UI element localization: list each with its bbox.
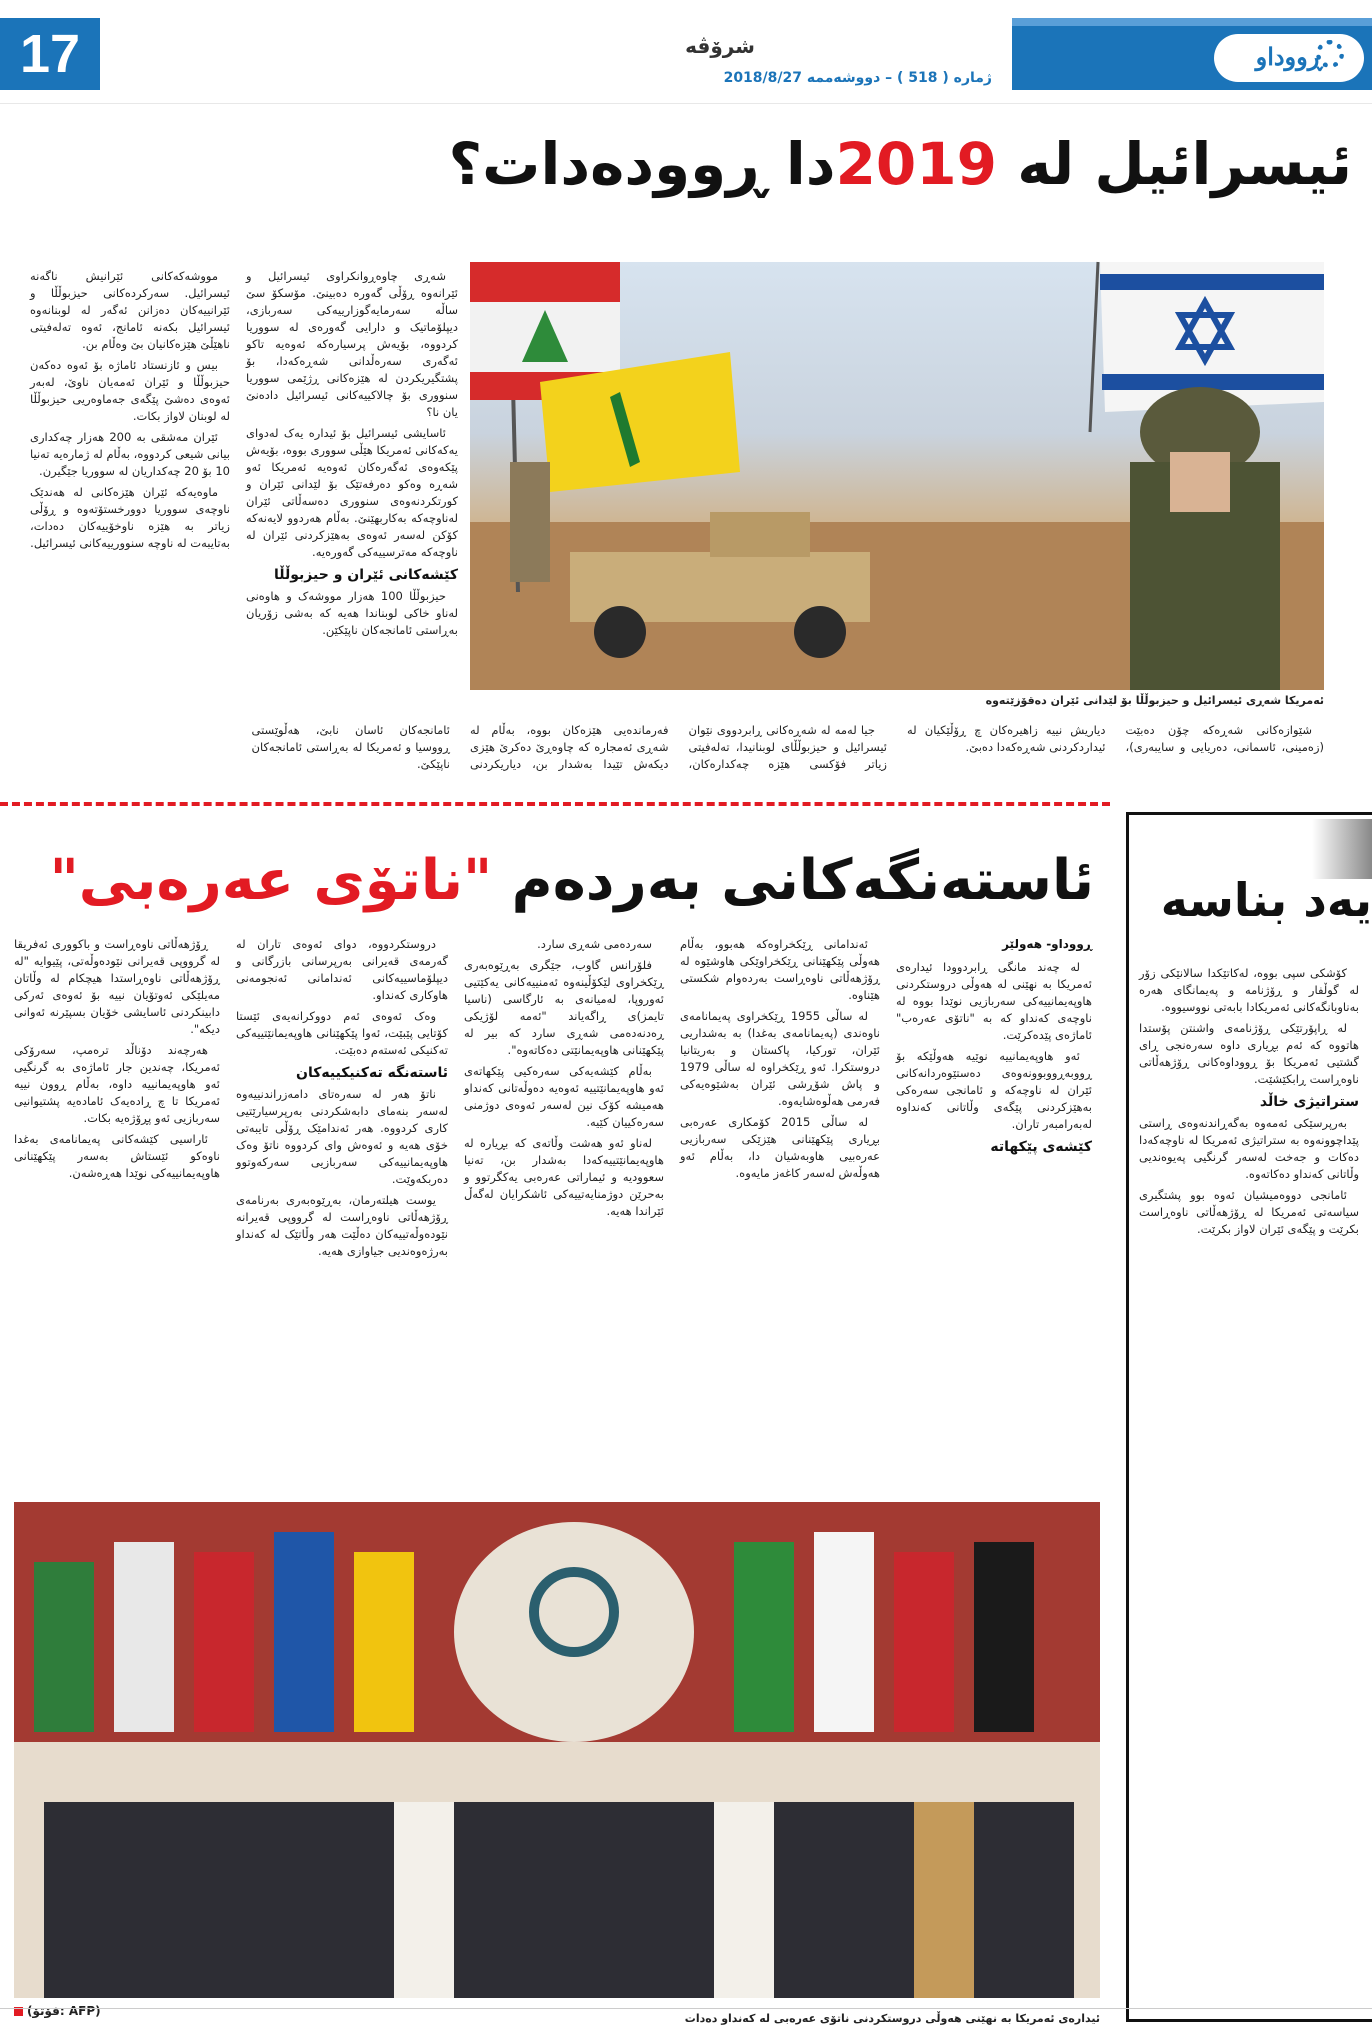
summit-group-illustration bbox=[14, 1502, 1100, 1998]
story1-photo-caption: ئەمریکا شەڕی ئیسرائیل و حیزبوڵڵا بۆ لێدانی ئێران دەقۆزێتەوە bbox=[985, 694, 1324, 707]
story1-subhead: کێشەکانی ئێران و حیزبوڵڵا bbox=[274, 567, 458, 583]
sidebar-subhead: ستراتیژی خاڵد bbox=[1259, 1094, 1359, 1110]
photo-credit-text: (فۆتۆ: AFP) bbox=[27, 2004, 101, 2018]
summit-logo-backdrop bbox=[454, 1522, 694, 1742]
paragraph: ئامانجی دووەمیشیان ئەوە بوو پشتگیری سیاسەتی ئەمریکا لە ڕۆژهەڵاتی ناوەڕاست بکرێت و پێگەی ئێران لاواز بکرێت. bbox=[1139, 1188, 1359, 1236]
story1-photo bbox=[470, 262, 1324, 690]
story2-column-5 bbox=[14, 936, 220, 1496]
flag-white-b bbox=[814, 1532, 874, 1732]
paragraph: سەردەمی شەڕی سارد. bbox=[537, 937, 652, 951]
page-header bbox=[0, 0, 1372, 104]
paragraph: شەڕی چاوەڕوانکراوی ئیسرائیل و ئێرانەوە ڕۆڵی گەورە دەبینێ. مۆسکۆ سێ ساڵە سەرمایەگوزارییەکی سەربازی، دیپلۆماتیک و دارایی گەورەی لە سووریا کردووە، بۆیەش پرسیارەکە ئەوەیە تاکو ئەگەری سەرەڵدانی شەڕەکەدا، بۆ پشتگیریکردن لە هێزەکانی ڕژێمی سووریا سنووری بۆ چالاکییەکانی ئیسرائیل دادەنێ یان نا؟ bbox=[246, 269, 458, 419]
headline-quote: "ناتۆی عەرەبی" bbox=[49, 848, 493, 913]
soldier-left bbox=[510, 462, 550, 582]
paragraph: جیا لەمە لە شەڕەکانی ڕابردووی نێوان ئیسرائیل و حیزبوڵڵای لوبنانیدا، تەلەفیتی زیاتر فۆکسی هێزە چەکدارەکان، فەرماندەیی هێزەکان بووە، بەڵام لە شەڕی ئەمجارە کە چاوەڕێ دەکرێ هێزی دیکەش تێیدا بەشدار بن، دیاریکردنی ئامانجەکان ئاسان نابێ، هەڵوێستی ڕووسیا و ئەمریکا لە بەڕاستی ئامانجەکان ناپێکێ. bbox=[251, 723, 887, 771]
flag-blue bbox=[274, 1532, 334, 1732]
paragraph: فلۆرانس گاوب، جێگری بەڕێوەبەری ڕێکخراوی لێکۆڵینەوە ئەمنییەکانی یەکێتیی ئەوروپا، لەمیانەی بە ئارگاسی (ناسیا تایمز)ی ڕاگەیاند "ئەمە لۆژیکی ڕەدنەدەمی شەڕی سارد کە بیر لە پێکهێنانی هاوپەیمانێتی دەکاتەوە". bbox=[464, 958, 664, 1057]
paragraph: ئێران مەشقی بە 200 هەزار چەکداری بیانی شیعی کردووە، بەڵام لە ژمارەیە تەنیا 10 بۆ 20 چەکداریان لە سووریا جێگیرن. bbox=[30, 430, 230, 478]
story2-column-3 bbox=[464, 936, 664, 1496]
story2-column-1 bbox=[896, 936, 1092, 1496]
sidebar-text bbox=[1139, 965, 1359, 2005]
masthead-accent-bar bbox=[1012, 18, 1372, 26]
paragraph: ناتۆ هەر لە سەرەتای دامەزراندنییەوە لەسەر بنەمای دابەشکردنی بەرپرسیارێتیی کاری کردووە. هەر ئەندامێک ڕۆڵی تایبەتی خۆی هەیە و ئەوەش وای کردووە ناتۆ وەک هاوپەیمانییەکی سەربازیی سەرکەوتوو دەربکەوێت. bbox=[236, 1087, 448, 1186]
sidebar-title: یەد بناسە bbox=[1160, 873, 1372, 927]
story2-column-4 bbox=[236, 936, 448, 1496]
soldiers-and-flags-illustration bbox=[470, 262, 1324, 690]
flag-black bbox=[974, 1542, 1034, 1732]
paragraph: لە ساڵی 2015 کۆمکاری عەرەبی بڕیاری پێکهێنانی هێزێکی سەربازیی عەرەبیی هاوبەشیان دا، بەڵام ئەو هەوڵەش لەسەر کاغەز مایەوە. bbox=[680, 1115, 880, 1180]
paragraph: لەناو ئەو هەشت وڵاتەی کە بڕیارە لە هاوپەیمانێتییەکەدا بەشدار بن، تەنیا سعوودیە و ئیماراتی عەرەبی یەکگرتوو و بەحرێن دوژمنایەتییەکی ئاشکرایان لەگەڵ ئێراندا هەیە. bbox=[464, 1136, 664, 1218]
paragraph: حیزبوڵڵا 100 هەزار مووشەک و هاوەنی لەناو خاکی لوبناندا هەیە کە بەشی زۆریان بەڕاستی ئامانجەکان ناپێکێن. bbox=[246, 589, 458, 637]
story2-photo-caption: ئیدارەی ئەمریکا بە نهێنی هەوڵی دروستکردنی ناتۆی عەرەبی لە کەنداو دەدات bbox=[684, 2012, 1100, 2025]
story2-subhead-2: ئاستەنگە تەکنیکییەکان bbox=[296, 1065, 448, 1081]
israeli-flag-stripe-bottom bbox=[1102, 374, 1324, 390]
flag-white bbox=[114, 1542, 174, 1732]
paragraph: دروستکردووە، دوای ئەوەی تاران لە گەرمەی قەیرانی بەرپرسانی بازرگانی و دیپلۆماسییەکانی ئەندامانی ئەنجومەنی هاوکاری کەنداو. bbox=[236, 937, 448, 1002]
issue-date-line: ژمارە ( 518 ) – دووشەممە 2018/8/27 bbox=[723, 70, 992, 86]
paragraph: یوست هیلتەرمان، بەڕێوەبەری بەرنامەی ڕۆژهەڵاتی ناوەڕاست لە گرووپی قەیرانە نێودەوڵەتییەکان دەڵێت هەر وڵاتێک لە کەنداو بەرژەوەندیی جیاوازی هەیە. bbox=[236, 1193, 448, 1258]
truck-wheel-icon-b bbox=[794, 606, 846, 658]
story1-column-1 bbox=[251, 722, 1324, 782]
paragraph: بیس و ئازنستاد ئاماژە بۆ ئەوە دەکەن حیزبوڵڵا و ئێران ئەمەیان ناوێ، لەبەر ئەوەی دەشێ پێگەی جەماوەریی حیزبوڵڵا لە لوبنان لاواز بکات. bbox=[30, 358, 230, 423]
paragraph: ئەندامانی ڕێکخراوەکە هەبوو، بەڵام هەوڵی پێکهێنانی ڕێکخراوێکی هاوشێوە لە ڕۆژهەڵاتی ناوەڕاست بەردەوام شکستی هێناوە. bbox=[680, 937, 880, 1002]
flag-green bbox=[34, 1562, 94, 1732]
paragraph: ئاراسیی کێشەکانی پەیمانامەی بەغدا ناوەکو ئێستاش بەسەر پێکهێنانی هاوپەیمانییەکی نوێدا هەڕەشەن. bbox=[14, 1132, 220, 1180]
footer-rule bbox=[0, 2008, 1372, 2009]
leader-white-robe bbox=[394, 1802, 454, 1998]
flag-red-b bbox=[894, 1552, 954, 1732]
flag-green-b bbox=[734, 1542, 794, 1732]
paragraph: هەرچەند دۆناڵد ترەمپ، سەرۆکی ئەمریکا، چەندین جار ئاماژەی بە گرنگیی ئەو هاوپەیمانییە داوە، بەڵام ڕوون نییە ئەمریکا تا چ ڕادەیەک ئامادەیە پشتیوانیی سەربازیی ئەو پڕۆژەیە بکات. bbox=[14, 1043, 220, 1125]
section-divider bbox=[0, 802, 1110, 806]
headline-part-before: ئاستەنگەکانی بەردەم bbox=[492, 848, 1094, 913]
flagpole-right bbox=[1090, 262, 1098, 432]
logo-text: ڕووداو bbox=[1255, 44, 1323, 71]
headline-part-after: دا ڕوودەدات؟ bbox=[448, 130, 836, 198]
story1-column-3 bbox=[30, 268, 230, 768]
story1-headline bbox=[12, 120, 1352, 208]
military-truck-cab bbox=[710, 512, 810, 557]
paragraph: ماوەیەکە ئێران هێزەکانی لە هەندێک ناوچەی سووریا دوورخستۆتەوە و ڕۆڵی زیاتر بە هێزە ناوخۆییەکان دەدات، بەتایبەت لە ناوچە سنوورییەکانی ئیسرائیل. bbox=[30, 485, 230, 550]
flag-red bbox=[194, 1552, 254, 1732]
headline-part-before: ئیسرائیل لە bbox=[997, 130, 1352, 198]
leader-white-robe-b bbox=[714, 1802, 774, 1998]
page-number: 17 bbox=[0, 18, 100, 90]
leader-brown-robe bbox=[914, 1802, 974, 1998]
sidebar-box bbox=[1126, 812, 1372, 2022]
paragraph: ئاسایشی ئیسرائیل بۆ ئیدارە یەک لەدوای یەکەکانی ئەمریکا هێڵی سووری بووە، بۆیەش پێکەوەی ئەگەرەکان ئەوەیە ئەمریکا ئەو شەڕە وەکو دەرفەتێک بۆ لێدانی ئێران و کورتکردنەوەی سنووری دەسەڵاتی ئێران لەناوچەکە بەکاربهێنێ. بەڵام هەردوو لایەنەکە کۆکن لەسەر ئەوەی بەهێزکردنی ئێران لە ناوچەکە مەترسییەکی گەورەیە. bbox=[246, 426, 458, 559]
paragraph: بەرپرسێکی ئەمەوە بەگەڕاندنەوەی ڕاستی پێداچوونەوە بە ستراتیژی ئەمریکا لە ناوچەکەدا دەکات و جەخت لەسەر گرنگیی پەیوەندیی وڵاتانی کەنداو دەکاتەوە. bbox=[1139, 1116, 1359, 1181]
paragraph: ڕۆژهەڵاتی ناوەڕاست و باکووری ئەفریقا لە گرووپی قەیرانی نێودەوڵەتی، پێیوایە "لە ڕۆژهەڵاتی ناوەڕاستدا هیچکام لە وڵاتان مەیلێکی ئەوتۆیان نییە بۆ ئەوەی ئەرکی دابینکردنی ئاسایشی خۆیان بسپێرنە ئەوانی دیکە". bbox=[14, 937, 220, 1036]
paragraph: بەڵام کێشەیەکی سەرەکیی پێکهاتەی ئەو هاوپەیمانێتییە ئەوەیە دەوڵەتانی کەنداو هەمیشە کۆک نین لەسەر ئەوەی دوژمنی سەرەکییان کێیە. bbox=[464, 1064, 664, 1129]
flag-yellow bbox=[354, 1552, 414, 1732]
paragraph: شێوازەکانی شەڕەکە چۆن دەبێت (زەمینی، ئاسمانی، دەریایی و سایبەری)، دیاریش نییە زاهیرەکان چ ڕۆڵێکیان لە ئیداردکردنی شەڕەکەدا دەبێ. bbox=[907, 723, 1324, 754]
truck-wheel-icon bbox=[594, 606, 646, 658]
lebanese-flag-red-top bbox=[470, 262, 620, 302]
story2-column-2 bbox=[680, 936, 880, 1496]
logo-rays-icon bbox=[1316, 40, 1344, 68]
headline-year: 2019 bbox=[835, 130, 997, 198]
section-name: شرۆڤە bbox=[685, 34, 755, 58]
soldier-face bbox=[1170, 452, 1230, 512]
paragraph: مووشەکەکانی ئێرانیش ناگەنە ئیسرائیل. سەرکردەکانی حیزبوڵڵا و ئێرانییەکان دەزانن ئەگەر لە لوبنانەوە ئیسرائیل بکەنە ئامانج، ئەوە تەلەفیتی ناهێڵێ هێزەکانیان بێ وەڵام بن. bbox=[30, 269, 230, 351]
photo-credit bbox=[14, 2004, 101, 2018]
story2-subhead: کێشەی پێکهاتە bbox=[990, 1139, 1092, 1155]
paragraph: لە چەند مانگی ڕابردوودا ئیدارەی ئەمریکا بە نهێنی لە هەوڵی دروستکردنی هاوپەیمانییەکی سەربازیی نوێدا بووە لە ناوچەی کەنداو کە بە "ناتۆی عەرەب" ئاماژەی پێدەکرێت. bbox=[896, 960, 1092, 1042]
paragraph: وەک ئەوەی ئەم دووکرانەیەی ئێستا کۆتایی پێبێت، ئەوا پێکهێنانی هاوپەیمانێتییەکی تەکنیکی ئەستەم دەبێت. bbox=[236, 1009, 448, 1057]
paragraph: ئەو هاوپەیمانییە نوێیە هەوڵێکە بۆ ڕووبەڕووبوونەوەی دەستێوەردانەکانی ئێران لە ناوچەکە و ئامانجی سەرەکی بەهێزکردنی پێگەی وڵاتانی کەنداوە لەبەرامبەر تاران. bbox=[896, 1049, 1092, 1131]
story1-column-2 bbox=[246, 268, 458, 768]
paragraph: لە ڕاپۆرتێکی ڕۆژنامەی واشنتن پۆستدا هاتووە کە ئەم بڕیاری داوە سەرەنجی ڕای گشتیی ئەمریکا بۆ ڕووداوەکانی ڕۆژهەڵاتی ناوەڕاست ڕابکێشێت. bbox=[1139, 1021, 1359, 1086]
masthead bbox=[1012, 18, 1372, 90]
paragraph: کۆشکی سپی بووە، لەکاتێکدا سالانێکی زۆر لە گوڵفار و ڕۆژنامە و پەیمانگای هەرە بەناوبانگەکانی ئەمریکادا بابەتی نووسیووە. bbox=[1139, 966, 1359, 1014]
israeli-flag-stripe-top bbox=[1100, 274, 1324, 290]
paragraph: لە ساڵی 1955 ڕێکخراوی پەیمانامەی ناوەندی (پەیمانامەی بەغدا) بە بەشداریی ئێران، تورکیا، پاکستان و بەریتانیا دروستکرا. ئەو ڕێکخراوە لە ساڵی 1979 و پاش شۆڕشی ئێران بەشێوەیەکی فەرمی هەڵوەشایەوە. bbox=[680, 1009, 880, 1108]
story2-headline bbox=[14, 838, 1094, 924]
story2-summit-photo bbox=[14, 1502, 1100, 1998]
story2-byline: ڕووداو- هەولێر bbox=[1002, 937, 1092, 951]
